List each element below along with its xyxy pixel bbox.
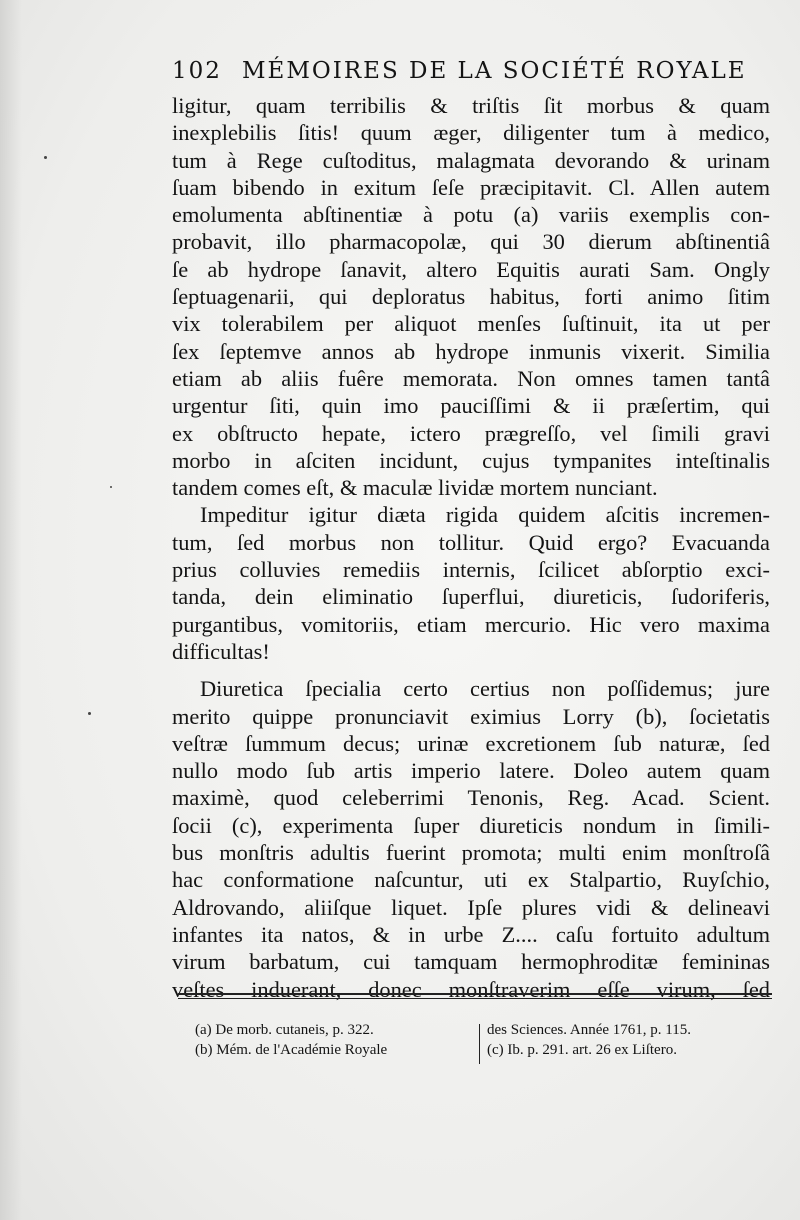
text-line: urgentur ſiti, quin imo pauciſſimi & ii præſertim, qui	[172, 393, 770, 419]
text-line: probavit, illo pharmacopolæ, qui 30 dierum abſtinentiâ	[172, 229, 770, 255]
paper-speck	[110, 486, 112, 488]
text-line: tum, ſed morbus non tollitur. Quid ergo? Evacuanda	[172, 529, 770, 555]
text-line: bus monſtris adultis fuerint promota; multi enim monſtroſâ	[172, 840, 770, 866]
footnote-column-divider	[479, 1024, 480, 1064]
text-line: ſeptuagenarii, qui deploratus habitus, forti animo ſitim	[172, 284, 770, 310]
text-line: ſe ab hydrope ſanavit, altero Equitis aurati Sam. Ongly	[172, 256, 770, 282]
text-line: veſtes induerant, donec monſtraverim eſſe virum, ſed	[172, 976, 770, 1002]
text-line: ſex ſeptemve annos ab hydrope inmunis vixerit. Similia	[172, 338, 770, 364]
text-line: vix tolerabilem per aliquot menſes ſuſtinuit, ita ut per	[172, 311, 770, 337]
body-text	[172, 92, 770, 1003]
text-line: etiam ab aliis fuêre memorata. Non omnes tamen tantâ	[172, 365, 770, 391]
text-line: tum à Rege cuſtoditus, malagmata devorando & urinam	[172, 147, 770, 173]
text-line: veſtræ ſummum decus; urinæ excretionem ſub naturæ, ſed	[172, 730, 770, 756]
text-line: hac conformatione naſcuntur, uti ex Stalpartio, Ruyſchio,	[172, 867, 770, 893]
footnote-b-continued: des Sciences. Année 1761, p. 115.	[487, 1022, 691, 1038]
text-line: morbo in aſciten incidunt, cujus tympanites inteſtinalis	[172, 447, 770, 473]
text-line: Diuretica ſpecialia certo certius non poſſidemus; jure	[200, 676, 770, 702]
running-header	[172, 58, 747, 84]
text-line: nullo modo ſub artis imperio latere. Doleo autem quam	[172, 758, 770, 784]
text-line: purgantibus, vomitoriis, etiam mercurio. Hic vero maxima	[172, 611, 770, 637]
footnotes-left-column	[195, 1020, 475, 1060]
text-line: Aldrovando, aliiſque liquet. Ipſe plures vidi & delineavi	[172, 894, 770, 920]
text-line: maximè, quod celeberrimi Tenonis, Reg. Acad. Scient.	[172, 785, 770, 811]
text-line: merito quippe pronunciavit eximius Lorry (b), ſocietatis	[172, 703, 770, 729]
text-line: tandem comes eſt, & maculæ lividæ mortem nunciant.	[172, 475, 658, 501]
text-line: inexplebilis ſitis! quum æger, diligenter tum à medico,	[172, 120, 770, 146]
text-line: ſocii (c), experimenta ſuper diureticis nondum in ſimili-	[172, 812, 770, 838]
text-line: emolumenta abſtinentiæ à potu (a) variis exemplis con-	[172, 202, 770, 228]
text-line: ſuam bibendo in exitum ſeſe præcipitavit. Cl. Allen autem	[172, 174, 770, 200]
text-line: tanda, dein eliminatio ſuperflui, diureticis, ſudoriferis,	[172, 584, 770, 610]
text-line: virum barbatum, cui tamquam hermophroditæ femininas	[172, 949, 770, 975]
footnote-rule-thin	[178, 998, 772, 999]
footnote-c: (c) Ib. p. 291. art. 26 ex Liſtero.	[487, 1042, 677, 1058]
footnote-a: (a) De morb. cutaneis, p. 322.	[195, 1022, 374, 1038]
paper-speck	[44, 156, 47, 159]
text-line: difficultas!	[172, 638, 270, 664]
text-line: ligitur, quam terribilis & triſtis ſit morbus & quam	[172, 93, 770, 118]
paper-speck	[88, 712, 91, 715]
text-line: ex obſtructo hepate, ictero prægreſſo, vel ſimili gravi	[172, 420, 770, 446]
text-line: prius colluvies remediis internis, ſcilicet abſorptio exci-	[172, 557, 770, 583]
text-line: infantes ita natos, & in urbe Z.... caſu fortuito adultum	[172, 921, 770, 947]
footnote-rule	[178, 993, 772, 995]
text-line: Impeditur igitur diæta rigida quidem aſcitis incremen-	[200, 502, 770, 528]
running-title: MÉMOIRES DE LA SOCIÉTÉ ROYALE	[242, 58, 747, 84]
footnotes-right-column	[487, 1020, 787, 1060]
footnote-b: (b) Mém. de l'Académie Royale	[195, 1042, 388, 1058]
page-number: 102	[172, 58, 222, 84]
